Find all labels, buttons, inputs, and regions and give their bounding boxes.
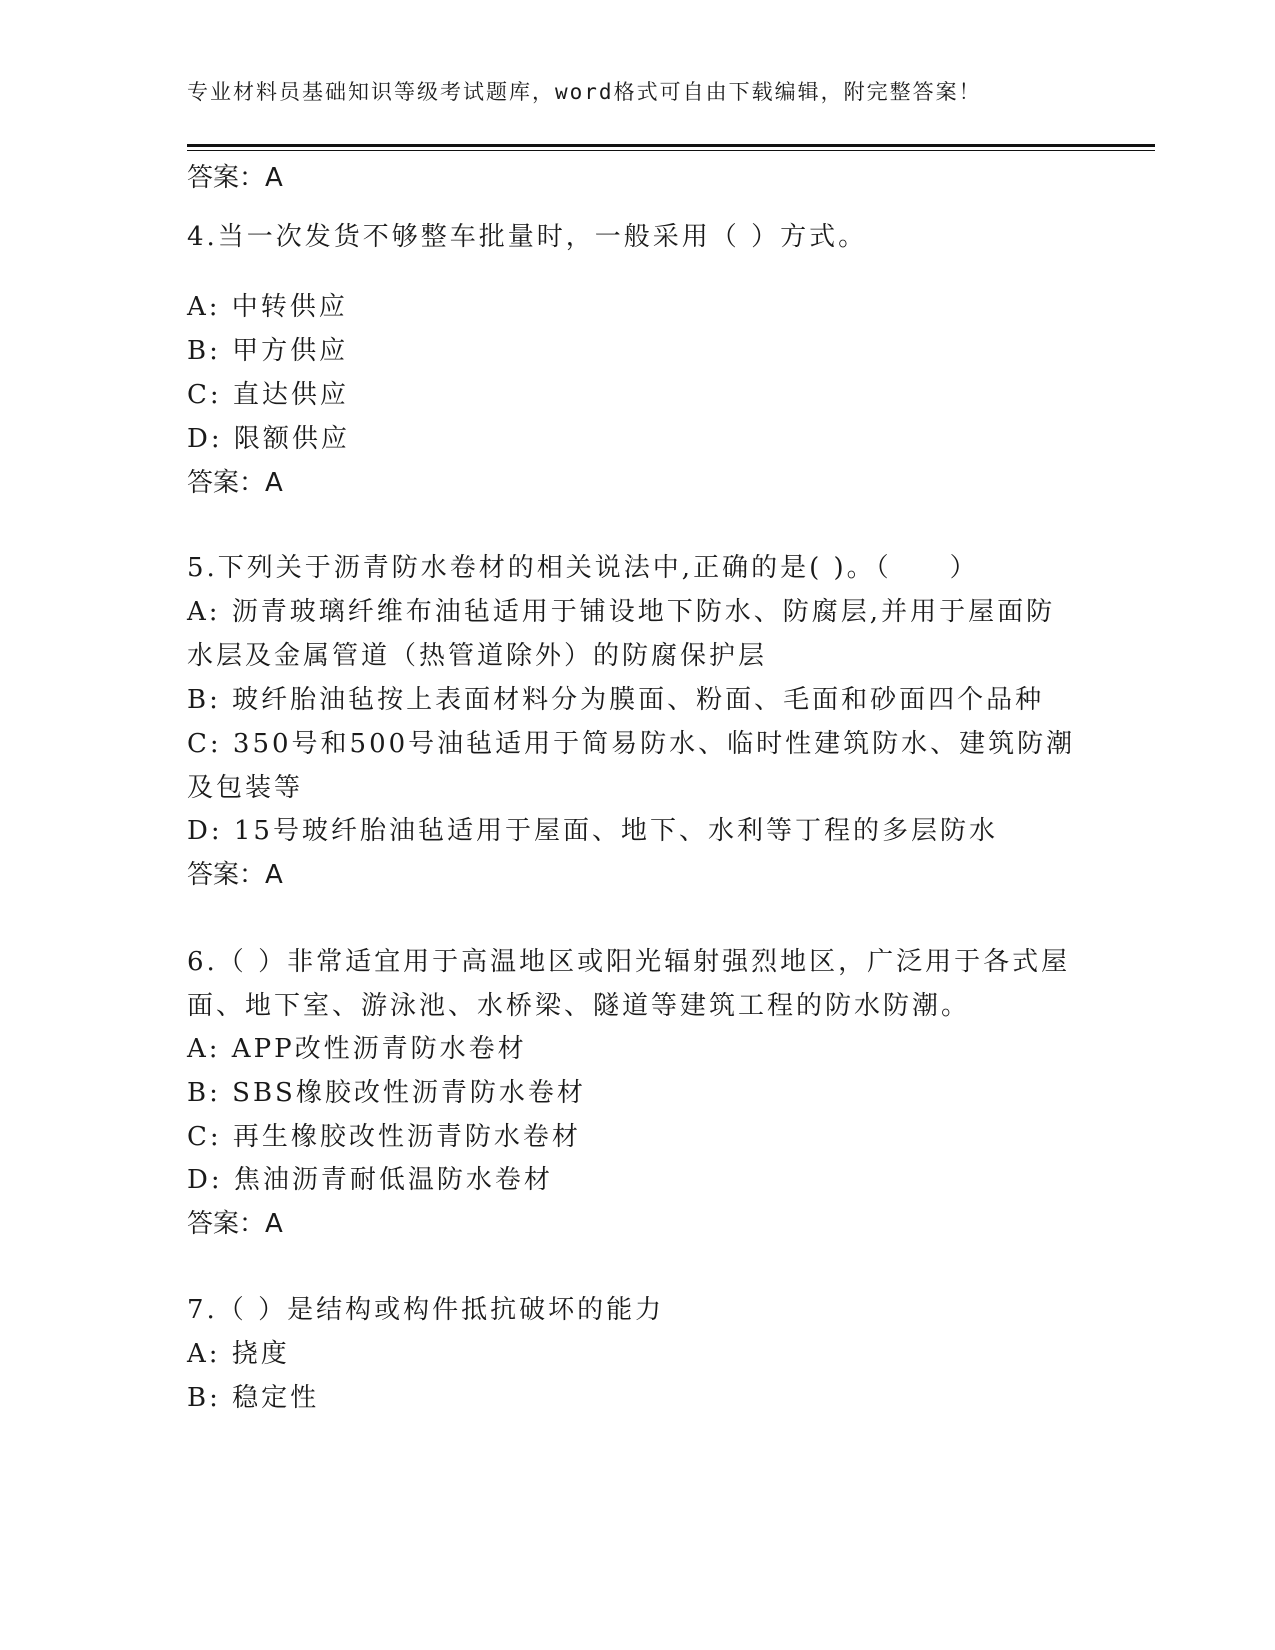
question-7-option-a: A: 挠度: [187, 1339, 290, 1369]
question-5-stem: 5.下列关于沥青防水卷材的相关说法中,正确的是( )。（ ）: [187, 553, 979, 583]
question-6-stem: 6.（ ）非常适宜用于高温地区或阳光辐射强烈地区，广泛用于各式屋: [187, 947, 1071, 977]
page-header: 专业材料员基础知识等级考试题库，word格式可自由下载编辑，附完整答案！: [187, 80, 982, 104]
question-5-option-a: A: 沥青玻璃纤维布油毡适用于铺设地下防水、防腐层,并用于屋面防: [187, 597, 1056, 627]
question-6-option-d: D: 焦油沥青耐低温防水卷材: [187, 1165, 553, 1195]
header-rule-thin: [187, 150, 1155, 151]
question-6-answer: 答案：A: [187, 1209, 283, 1239]
question-7-option-b: B: 稳定性: [187, 1383, 320, 1413]
answer-line: 答案：A: [187, 163, 283, 193]
question-5-option-c: C: 350号和500号油毡适用于简易防水、临时性建筑防水、建筑防潮: [187, 729, 1076, 759]
question-5-option-b: B: 玻纤胎油毡按上表面材料分为膜面、粉面、毛面和砂面四个品种: [187, 685, 1045, 715]
question-7-stem: 7.（ ）是结构或构件抵抗破坏的能力: [187, 1295, 665, 1325]
question-4-option-b: B: 甲方供应: [187, 336, 349, 366]
question-4-option-d: D: 限额供应: [187, 424, 350, 454]
question-5-answer: 答案：A: [187, 860, 283, 890]
question-5-option-a-cont: 水层及金属管道（热管道除外）的防腐保护层: [187, 641, 768, 671]
question-6-stem-cont: 面、地下室、游泳池、水桥梁、隧道等建筑工程的防水防潮。: [187, 991, 971, 1021]
question-6-option-b: B: SBS橡胶改性沥青防水卷材: [187, 1078, 586, 1108]
question-6-option-c: C: 再生橡胶改性沥青防水卷材: [187, 1122, 581, 1152]
question-5-option-d: D: 15号玻纤胎油毡适用于屋面、地下、水利等丁程的多层防水: [187, 816, 998, 846]
question-4-option-a: A: 中转供应: [187, 292, 348, 322]
question-4-stem: 4.当一次发货不够整车批量时，一般采用（ ）方式。: [187, 222, 868, 252]
question-4-answer: 答案：A: [187, 468, 283, 498]
header-rule-thick: [187, 144, 1155, 147]
question-6-option-a: A: APP改性沥青防水卷材: [187, 1034, 527, 1064]
question-5-option-c-cont: 及包装等: [187, 773, 304, 803]
question-4-option-c: C: 直达供应: [187, 380, 349, 410]
